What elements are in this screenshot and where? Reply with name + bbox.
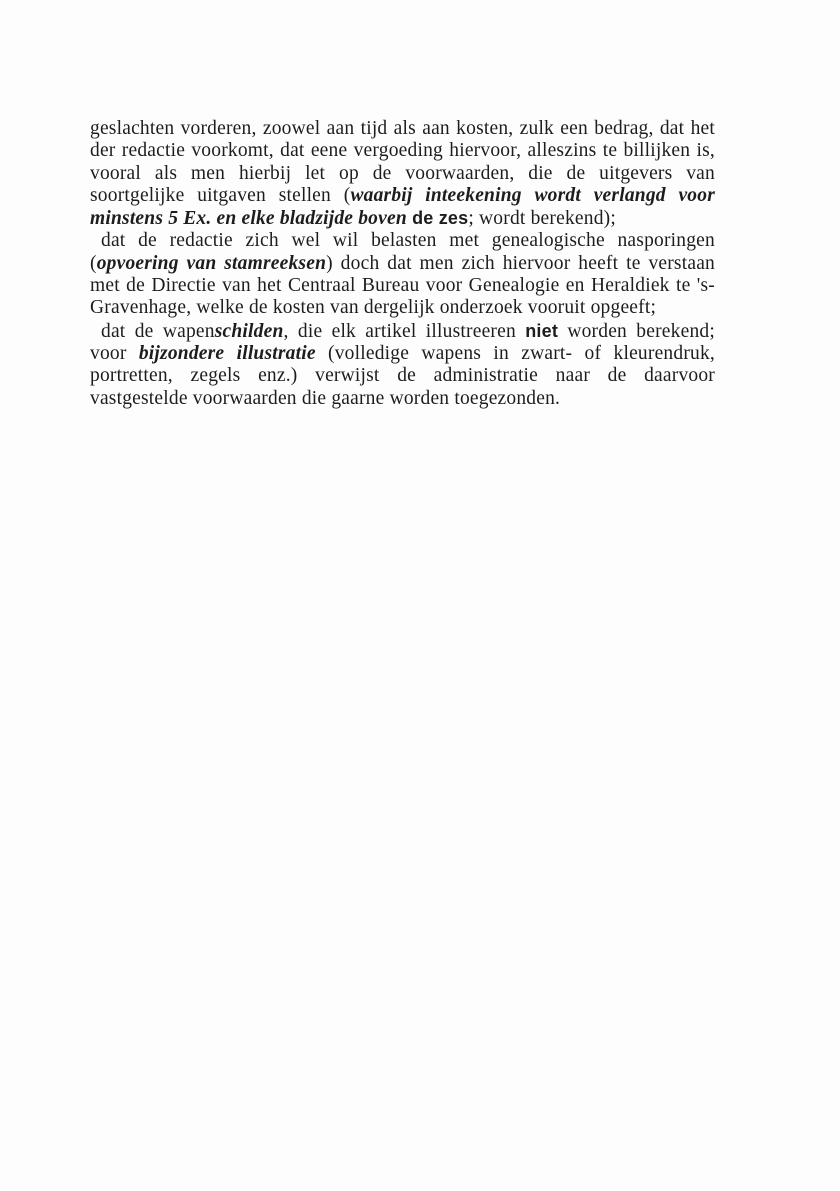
paragraph-2-italic-text: opvoering van stamreeksen <box>96 252 327 274</box>
paragraph-2-text: dat de redactie zich wel wil belasten met genealogische nasporingen ( <box>90 230 715 274</box>
paragraph-3-italic-word: schilden <box>214 320 284 342</box>
body-text <box>90 118 715 410</box>
paragraph-3-continuation-text: worden berekend; voor <box>90 320 715 364</box>
paragraph-3-italic-phrase: bijzondere illustratie <box>138 342 316 364</box>
paragraph-2 <box>90 230 715 319</box>
paragraph-1-italic-condition: waarbij inteekening wordt verlangd voor minstens 5 Ex. en elke bladzijde boven <box>90 184 715 230</box>
paragraph-1 <box>90 118 715 230</box>
paragraph-3 <box>90 320 715 410</box>
paragraph-3-bold-word: niet <box>525 320 559 341</box>
paragraph-3-closing-text: (volledige wapens in zwart- of kleurendruk, portretten, zegels enz.) verwijst de administratie naar de daarvoor vastgestelde voorwaarden die gaarne worden toegezonden. <box>90 342 715 409</box>
paragraph-1-bold-text: de zes <box>406 208 469 229</box>
paragraph-3-middle-text: , die elk artikel illustreeren <box>283 320 526 342</box>
paragraph-1-text: geslachten vorderen, zoowel aan tijd als aan kosten, zulk een bedrag, dat het der redactie voorkomt, dat eene vergoeding hiervoor, alleszins te billijken is, vooral als men hierbij let op de voorwaarden, die de uitgevers van soortgelijke uitgaven stellen ( <box>90 118 715 206</box>
paragraph-3-text: dat de wapen <box>101 320 215 342</box>
paragraph-1-closing-text: ; wordt berekend); <box>468 208 616 230</box>
paragraph-2-closing-text: ) doch dat men zich hiervoor heeft te verstaan met de Directie van het Centraal Bureau voor Genealogie en Heraldiek te 's-Gravenhage, welke de kosten van dergelijk onderzoek vooruit opgeeft; <box>90 252 716 319</box>
